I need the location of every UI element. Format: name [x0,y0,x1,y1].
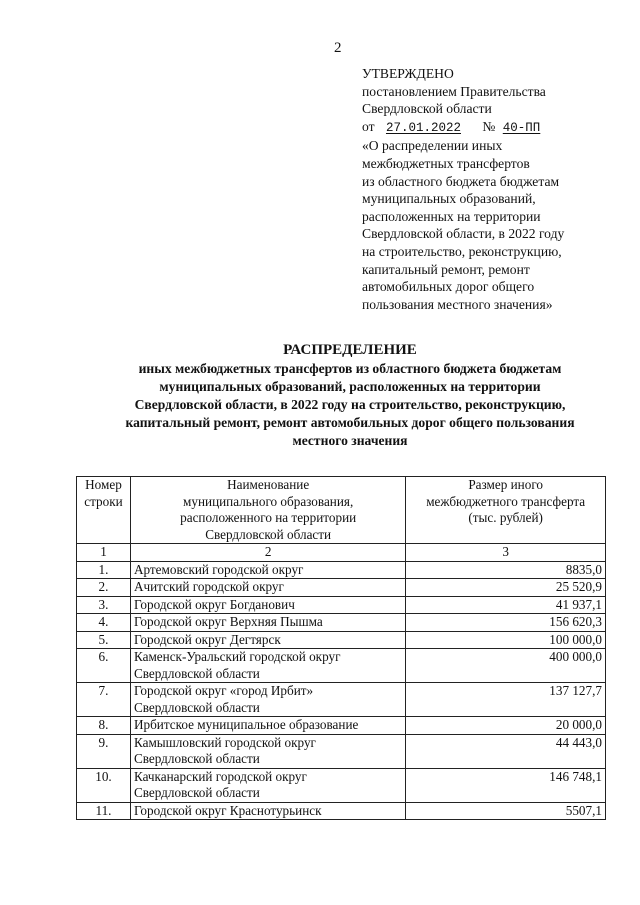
row-number: 1. [77,561,131,579]
row-number: 4. [77,614,131,632]
municipality-name-line: Городской округ Богданович [133,596,295,612]
municipality-name-line: Свердловской области [133,785,260,800]
column-index: 2 [130,544,405,562]
row-number: 5. [77,631,131,649]
row-number: 8. [77,717,131,735]
transfer-amount: 100 000,0 [406,631,606,649]
row-number: 11. [77,802,131,820]
row-number: 9. [77,734,131,768]
table-header-row [77,477,606,544]
table-row [77,631,606,649]
municipality-name-line: Свердловской области [133,699,260,715]
municipality-name [130,596,405,614]
distribution-table [76,476,606,820]
header-transfer-size: Размер иного межбюджетного трансферта (тыс. рублей) [406,477,606,544]
table-row [77,734,606,768]
municipality-name-line: Ирбитское муниципальное образование [133,717,359,732]
document-heading [60,340,640,450]
approval-title-line: автомобильных дорог общего [362,279,535,295]
approval-title-line: Свердловской области, в 2022 году [362,226,565,242]
municipality-name-line: Городской округ Верхняя Пышма [133,614,323,629]
approval-block [362,65,612,313]
column-index-row [77,544,606,562]
document-subtitle-line: Свердловской области, в 2022 году на строительство, реконструкцию, [134,397,566,412]
municipality-name-line: Свердловской области [133,751,260,766]
municipality-name-line: Качканарский городской округ [133,768,307,784]
municipality-name [130,768,405,802]
municipality-name-line: Городской округ «город Ирбит» [133,683,314,698]
municipality-name [130,717,405,735]
transfer-amount: 20 000,0 [406,717,606,735]
transfer-amount: 41 937,1 [406,596,606,614]
municipality-name-line: Городской округ Дегтярск [133,631,281,647]
page-number: 2 [334,40,342,56]
municipality-name [130,561,405,579]
transfer-amount: 5507,1 [406,802,606,820]
table-row [77,614,606,632]
table-row [77,579,606,597]
municipality-name [130,649,405,683]
approval-title-line: на строительство, реконструкцию, [362,243,562,259]
transfer-amount: 8835,0 [406,561,606,579]
document-subtitle-line: муниципальных образований, расположенных на территории [159,379,541,394]
approval-stamp: УТВЕРЖДЕНО [362,66,454,81]
municipality-name [130,631,405,649]
column-index: 3 [406,544,606,562]
municipality-name [130,579,405,597]
transfer-amount: 44 443,0 [406,734,606,768]
approval-title-line: муниципальных образований, [362,191,536,207]
approval-number: 40-ПП [502,120,541,135]
municipality-name-line: Артемовский городской округ [133,561,304,577]
table-row [77,596,606,614]
row-number: 7. [77,683,131,717]
approval-date: 27.01.2022 [385,120,461,135]
document-subtitle-line: местного значения [292,433,408,448]
column-index: 1 [77,544,131,562]
approval-line-1: постановлением Правительства [362,83,546,99]
approval-title-line: расположенных на территории [362,208,541,224]
document-subtitle-line: иных межбюджетных трансфертов из областного бюджета бюджетам [138,361,562,376]
table-row [77,561,606,579]
table-body [77,561,606,820]
transfer-amount: 25 520,9 [406,579,606,597]
municipality-name-line: Каменск-Уральский городской округ [133,649,341,664]
municipality-name-line: Городской округ Краснотурьинск [133,802,322,818]
approval-title-line: из областного бюджета бюджетам [362,173,560,189]
approval-date-number-line [362,118,612,138]
row-number: 2. [77,579,131,597]
table-row [77,717,606,735]
row-number: 10. [77,768,131,802]
from-label: от [362,118,375,134]
municipality-name [130,802,405,820]
transfer-amount: 400 000,0 [406,649,606,683]
document-subtitle-line: капитальный ремонт, ремонт автомобильных дорог общего пользования [125,415,575,430]
approval-title-line: «О распределении иных [362,138,503,154]
municipality-name [130,683,405,717]
number-label: № [482,118,496,134]
approval-title-line: межбюджетных трансфертов [362,155,530,171]
header-municipality-name: Наименование муниципального образования, расположенного на территории Свердловской области [130,477,405,544]
row-number: 6. [77,649,131,683]
municipality-name [130,614,405,632]
transfer-amount: 156 620,3 [406,614,606,632]
approval-line-2: Свердловской области [362,101,492,117]
approval-title-line: пользования местного значения» [362,296,553,312]
municipality-name-line: Камышловский городской округ [133,734,316,750]
approval-title-line: капитальный ремонт, ремонт [362,261,530,277]
approval-title [362,137,612,313]
table-row [77,649,606,683]
row-number: 3. [77,596,131,614]
municipality-name-line: Свердловской области [133,665,260,681]
table-row [77,683,606,717]
document-title: РАСПРЕДЕЛЕНИЕ [283,342,417,358]
table-row [77,802,606,820]
table-row [77,768,606,802]
header-row-number: Номер строки [77,477,131,544]
municipality-name [130,734,405,768]
municipality-name-line: Ачитский городской округ [133,579,284,594]
transfer-amount: 146 748,1 [406,768,606,802]
transfer-amount: 137 127,7 [406,683,606,717]
